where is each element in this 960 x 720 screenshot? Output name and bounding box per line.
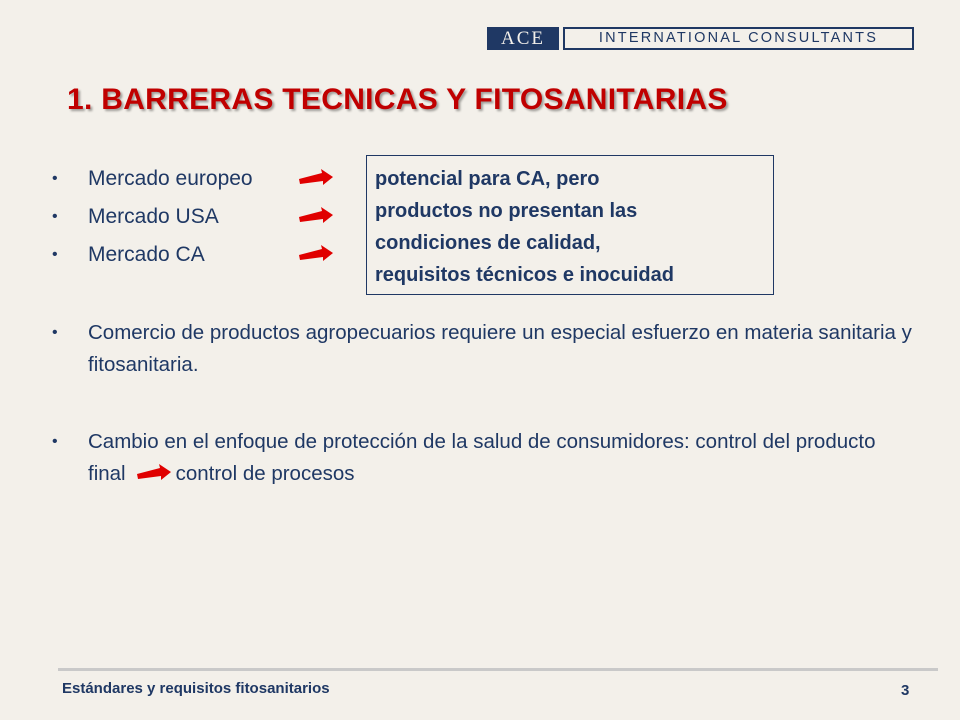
paragraph-text: Cambio en el enfoque de protección de la salud de consumidores: control del producto final <box>88 430 876 485</box>
logo-brand: ACE <box>487 27 559 50</box>
box-line: requisitos técnicos e inocuidad <box>375 264 674 286</box>
market-label: Mercado USA <box>88 205 219 228</box>
box-line: productos no presentan las <box>375 200 638 222</box>
page-number: 3 <box>901 682 910 699</box>
bullet-icon: • <box>52 324 58 341</box>
slide-title: 1. BARRERAS TECNICAS Y FITOSANITARIAS <box>67 83 728 116</box>
paragraph-text: Comercio de productos agropecuarios requiere un especial esfuerzo en materia sanitaria y fitosanitaria. <box>88 321 912 376</box>
bullet-icon: • <box>52 208 58 225</box>
list-item <box>52 200 253 238</box>
bullet-icon: • <box>52 170 58 187</box>
bullet-icon: • <box>52 246 58 263</box>
arrow-right-icon <box>298 206 334 224</box>
market-label: Mercado CA <box>88 243 205 266</box>
footer-title: Estándares y requisitos fitosanitarios <box>62 680 330 697</box>
market-label: Mercado europeo <box>88 167 253 190</box>
box-line: potencial para CA, pero <box>375 168 600 190</box>
paragraph-text: control de procesos <box>175 462 355 485</box>
list-item <box>52 238 253 276</box>
arrow-right-icon <box>136 463 172 481</box>
markets-list <box>52 162 253 276</box>
bullet-icon: • <box>52 433 58 450</box>
box-line: condiciones de calidad, <box>375 232 601 254</box>
market-potential-box <box>366 155 774 295</box>
list-item <box>52 162 253 200</box>
logo-subtitle: INTERNATIONAL CONSULTANTS <box>563 27 914 50</box>
paragraph-trade <box>52 317 912 381</box>
paragraph-change <box>52 426 912 490</box>
footer-divider <box>58 668 938 671</box>
arrow-right-icon <box>298 168 334 186</box>
arrow-right-icon <box>298 244 334 262</box>
ace-logo <box>487 27 914 50</box>
